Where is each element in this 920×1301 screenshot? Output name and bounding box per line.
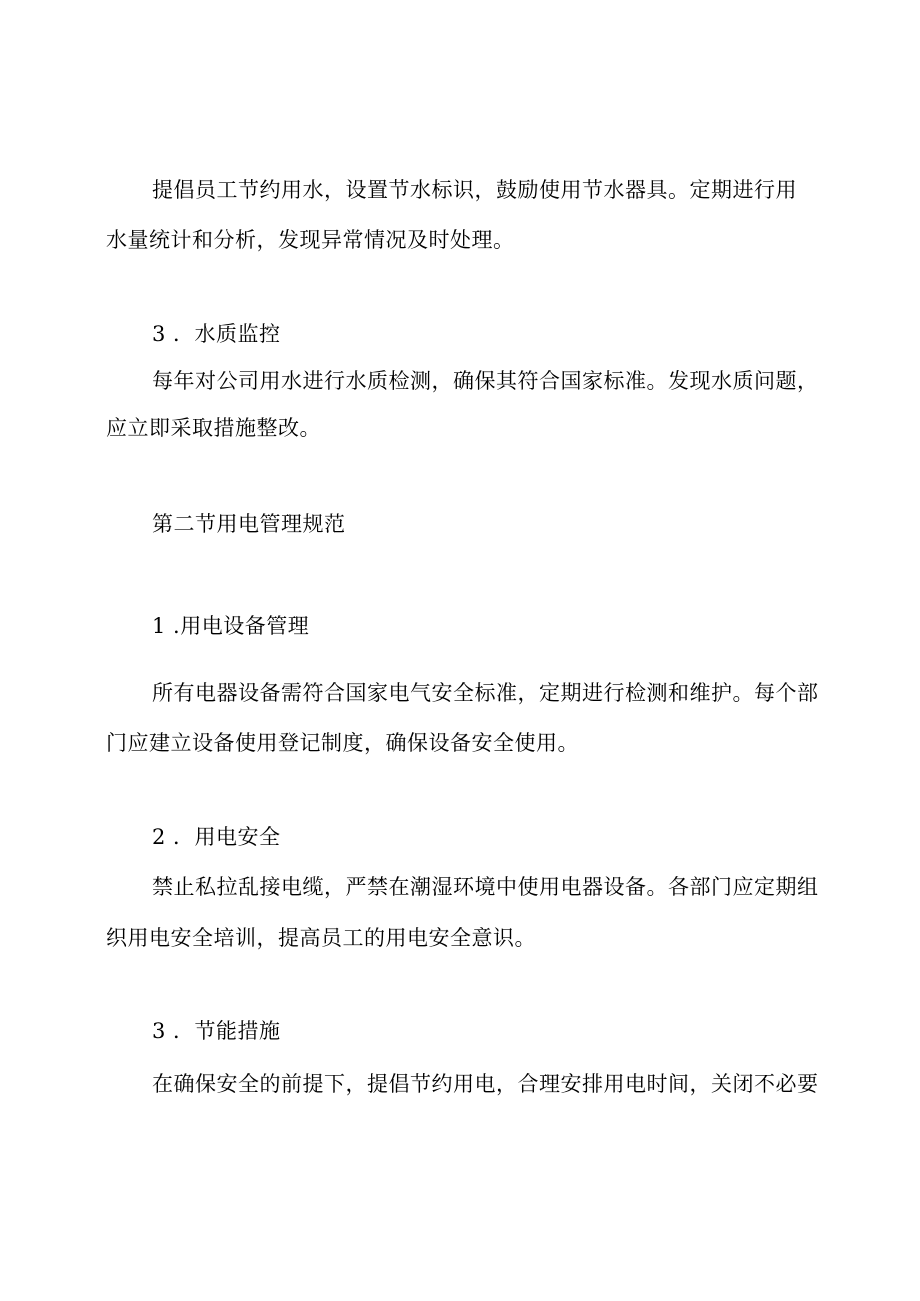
- section-title: 第二节用电管理规范: [152, 512, 346, 536]
- paragraph-equipment-line-2: 门应建立设备使用登记制度，确保设备安全使用。: [106, 731, 579, 755]
- paragraph-safety-line-2: 织用电安全培训，提高员工的用电安全意识。: [106, 926, 536, 950]
- paragraph-water-saving-line-1: 提倡员工节约用水，设置节水标识，鼓励使用节水器具。定期进行用: [152, 178, 797, 202]
- paragraph-water-quality-line-2: 应立即采取措施整改。: [106, 416, 321, 440]
- paragraph-safety-line-1: 禁止私拉乱接电缆，严禁在潮湿环境中使用电器设备。各部门应定期组: [152, 875, 819, 899]
- paragraph-energy-line-1: 在确保安全的前提下，提倡节约用电，合理安排用电时间，关闭不必要: [152, 1072, 819, 1096]
- paragraph-water-quality-line-1: 每年对公司用水进行水质检测，确保其符合国家标准。发现水质问题，: [152, 369, 819, 393]
- heading-water-quality: 3 ．水质监控: [152, 322, 281, 346]
- heading-electrical-safety: 2 ．用电安全: [152, 825, 281, 849]
- heading-equipment-management: 1 .用电设备管理: [152, 614, 310, 638]
- heading-energy-saving: 3 ．节能措施: [152, 1019, 281, 1043]
- paragraph-water-saving-line-2: 水量统计和分析，发现异常情况及时处理。: [106, 228, 515, 252]
- paragraph-equipment-line-1: 所有电器设备需符合国家电气安全标准，定期进行检测和维护。每个部: [152, 681, 819, 705]
